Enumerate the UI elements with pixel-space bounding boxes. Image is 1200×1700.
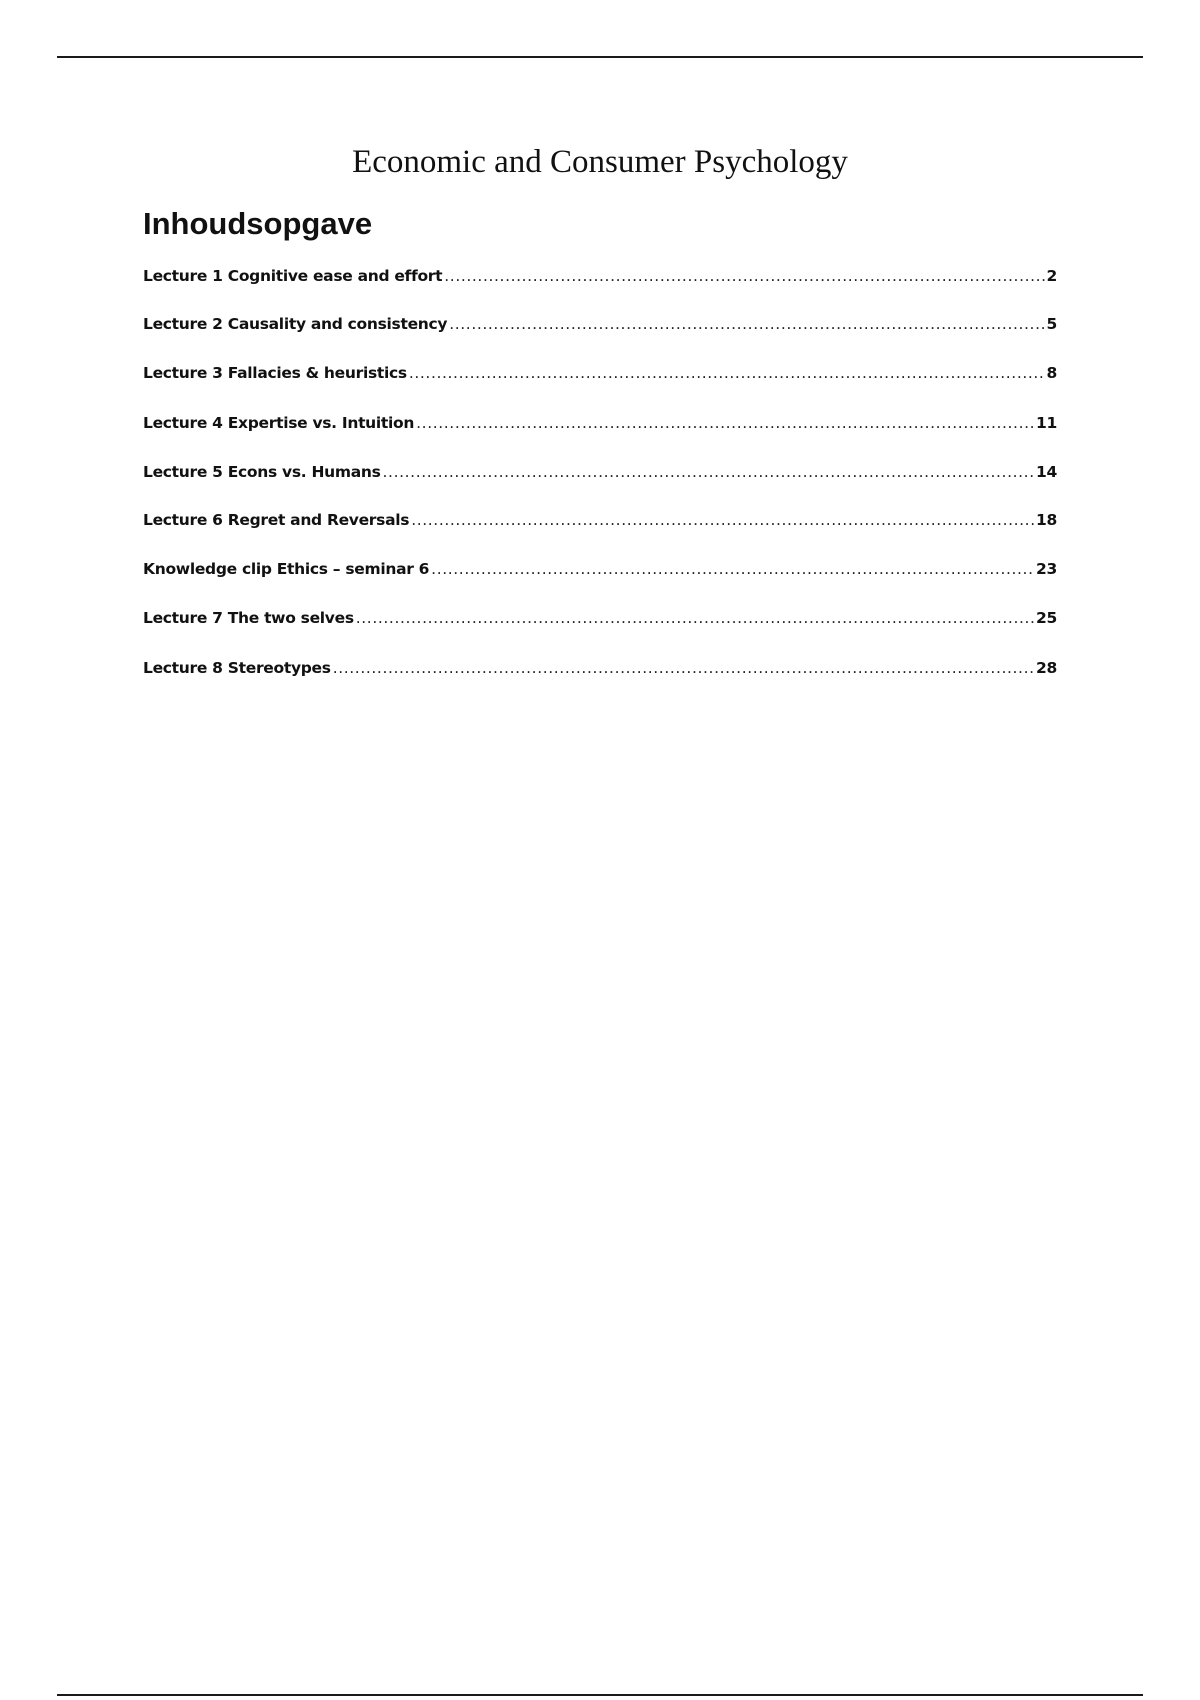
toc-dot-leader (416, 413, 1034, 433)
toc-entry-page: 18 (1036, 511, 1057, 529)
toc-entry-title: Lecture 5 Econs vs. Humans (143, 463, 381, 481)
toc-entry[interactable] (143, 604, 1057, 628)
toc-dot-leader (431, 559, 1034, 579)
toc-dot-leader (449, 314, 1044, 334)
toc-entry[interactable] (143, 310, 1057, 334)
toc-dot-leader (383, 462, 1034, 482)
document-title: Economic and Consumer Psychology (352, 144, 848, 180)
toc-dot-leader (333, 658, 1034, 678)
toc-entry-page: 2 (1046, 267, 1057, 285)
toc-dot-leader (356, 608, 1034, 628)
toc-entry-title: Lecture 1 Cognitive ease and effort (143, 267, 443, 285)
toc-entry-page: 8 (1046, 364, 1057, 382)
toc-entry-title: Knowledge clip Ethics – seminar 6 (143, 560, 430, 578)
toc-heading: Inhoudsopgave (143, 206, 373, 241)
toc-entry-page: 11 (1036, 414, 1057, 432)
toc-entry[interactable] (143, 359, 1057, 383)
footer-rule (57, 1694, 1143, 1696)
toc-entry-title: Lecture 2 Causality and consistency (143, 315, 448, 333)
toc-entry-page: 28 (1036, 659, 1057, 677)
toc-dot-leader (409, 363, 1045, 383)
toc-entry-title: Lecture 8 Stereotypes (143, 659, 331, 677)
header-rule (57, 56, 1143, 58)
toc-entry[interactable] (143, 458, 1057, 482)
toc-entry[interactable] (143, 506, 1057, 530)
toc-entry[interactable] (143, 409, 1057, 433)
toc-entry-title: Lecture 3 Fallacies & heuristics (143, 364, 407, 382)
toc-entry[interactable] (143, 555, 1057, 579)
toc-entry-page: 23 (1036, 560, 1057, 578)
toc-dot-leader (411, 510, 1034, 530)
toc-entry-page: 14 (1036, 463, 1057, 481)
toc-dot-leader (444, 266, 1044, 286)
toc-entry-page: 5 (1046, 315, 1057, 333)
toc-entry-title: Lecture 4 Expertise vs. Intuition (143, 414, 415, 432)
toc-entry-title: Lecture 6 Regret and Reversals (143, 511, 410, 529)
toc-entry[interactable] (143, 654, 1057, 678)
toc-entry[interactable] (143, 262, 1057, 286)
toc-entry-title: Lecture 7 The two selves (143, 609, 354, 627)
toc-entry-page: 25 (1036, 609, 1057, 627)
